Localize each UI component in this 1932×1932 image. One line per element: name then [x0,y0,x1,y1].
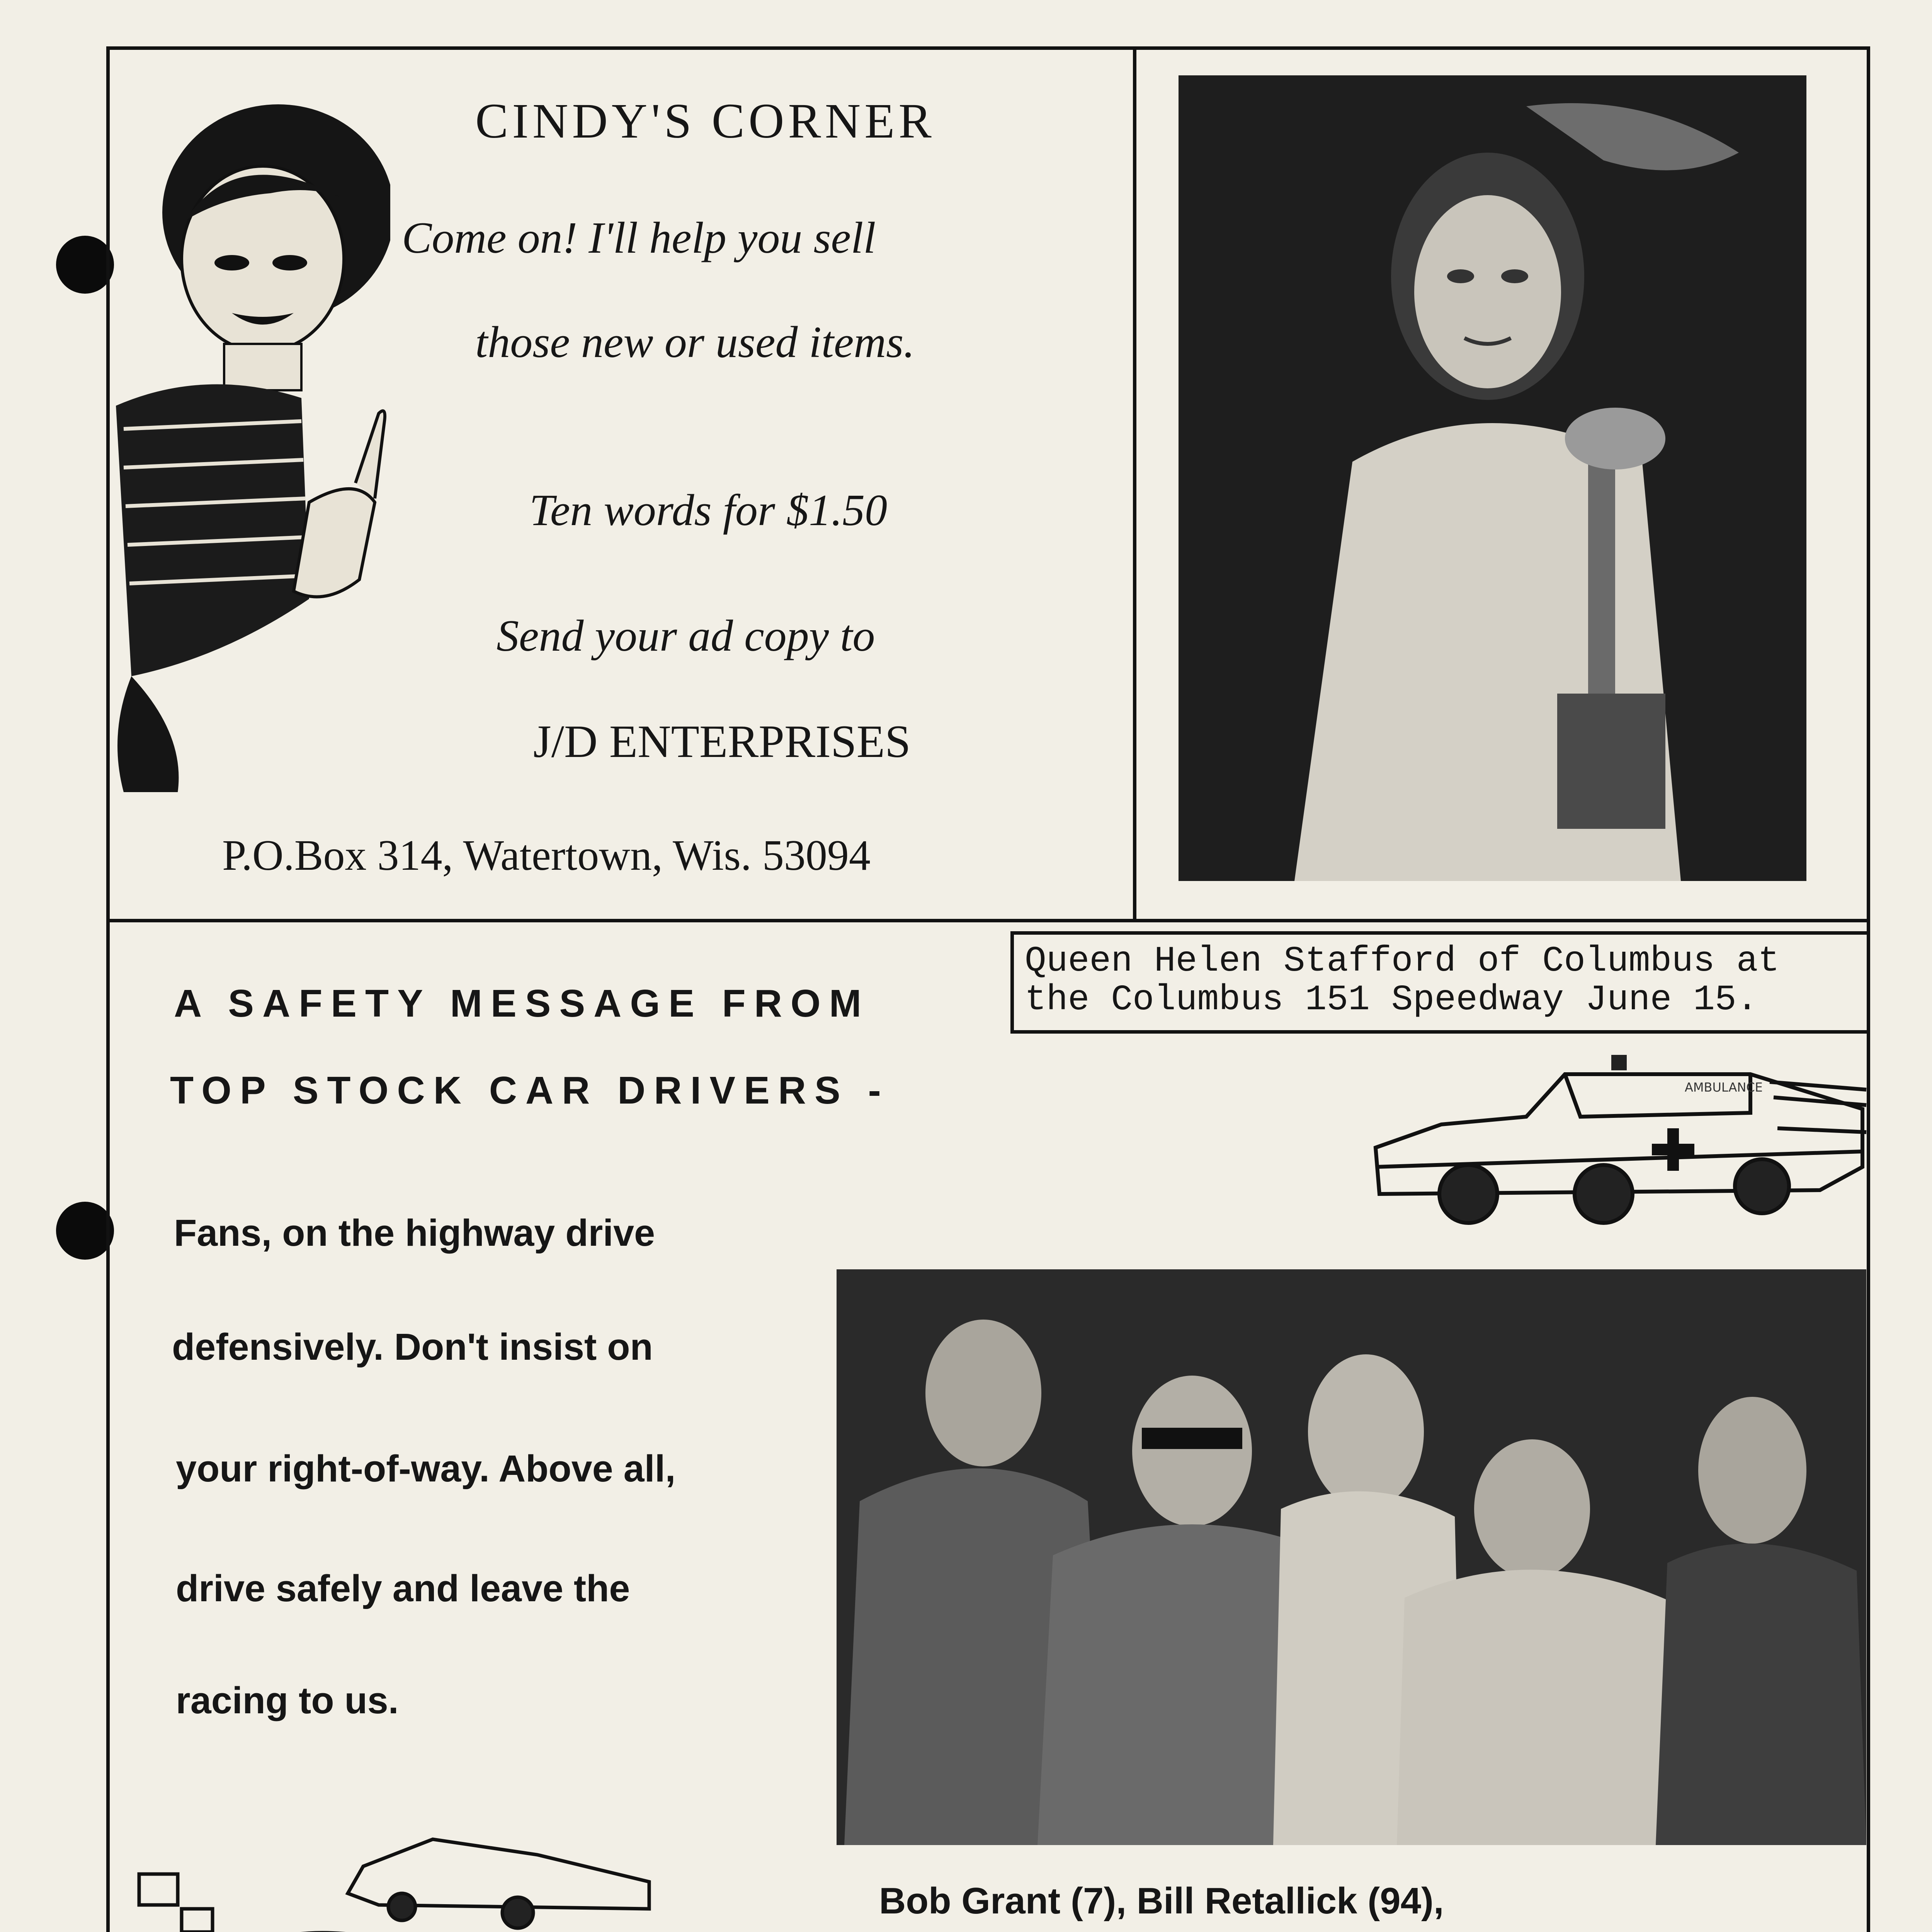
punch-hole-top [56,236,114,294]
queen-caption-line1: Queen Helen Stafford of Columbus at [1025,941,1780,981]
safety-heading-2: TOP STOCK CAR DRIVERS - [170,1069,889,1112]
safety-line-3: your right-of-way. Above all, [176,1447,676,1490]
cindys-corner-line2: those new or used items. [475,318,915,367]
safety-line-5: racing to us. [176,1679,399,1721]
safety-line-2: defensively. Don't insist on [172,1326,653,1368]
safety-line-4: drive safely and leave the [176,1567,630,1609]
queen-helen-photo [1179,75,1806,881]
cindys-corner-address: P.O.Box 314, Watertown, Wis. 53094 [222,832,871,879]
drivers-caption-line1: Bob Grant (7), Bill Retallick (94), [879,1880,1444,1922]
cindy-illustration [108,97,390,792]
ambulance-illustration [1364,1051,1874,1236]
cindys-corner-line1: Come on! I'll help you sell [402,213,876,263]
queen-caption-line2: the Columbus 151 Speedway June 15. [1025,980,1758,1020]
queen-photo-drawing [1179,75,1806,881]
ambulance-label: AMBULANCE [1685,1080,1763,1095]
drivers-group-photo [837,1269,1866,1845]
car-accident-illustration [131,1808,672,1932]
cindys-corner-send: Send your ad copy to [497,611,875,661]
safety-heading-1: A SAFETY MESSAGE FROM [174,982,870,1025]
safety-line-1: Fans, on the highway drive [174,1212,655,1254]
cindys-corner-company: J/D ENTERPRISES [533,716,911,767]
cindys-corner-title: CINDY'S CORNER [475,94,935,148]
punch-hole-middle [56,1202,114,1260]
drivers-photo-drawing [837,1269,1866,1845]
divider-horizontal [106,919,1870,922]
divider-vertical [1133,46,1136,920]
cindys-corner-price: Ten words for $1.50 [529,486,888,535]
